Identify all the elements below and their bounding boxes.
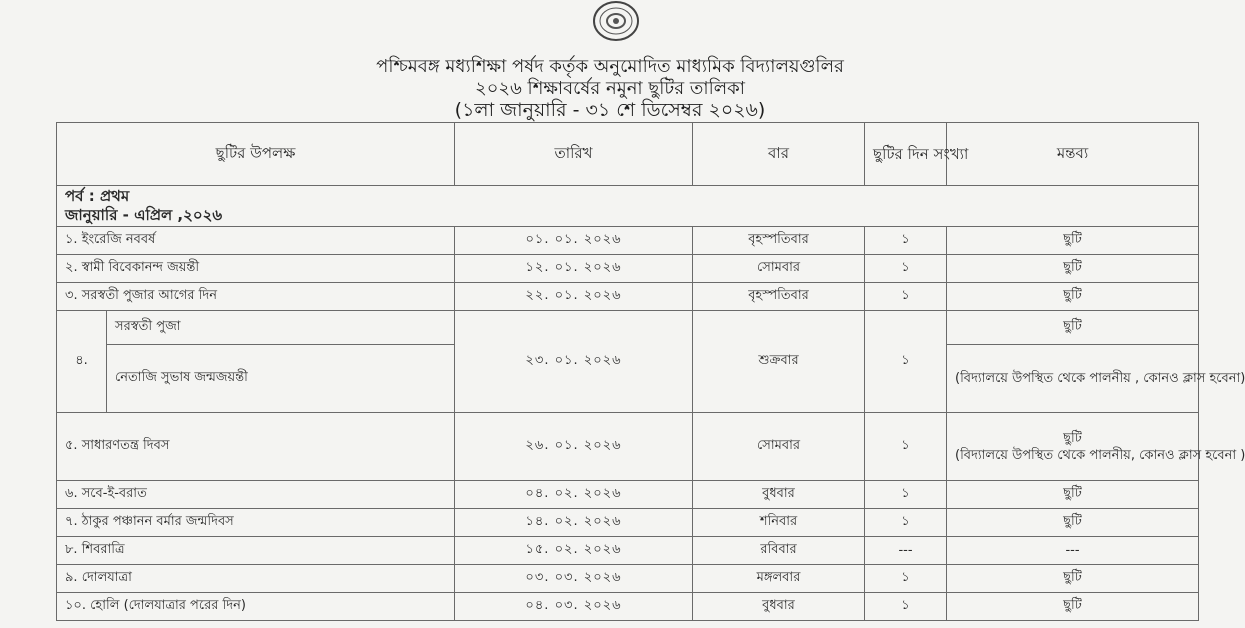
days-cell: ১ xyxy=(865,227,947,255)
date-cell: ০৪. ০৩. ২০২৬ xyxy=(455,593,693,621)
remarks-cell: ছুটি xyxy=(947,481,1199,509)
table-row xyxy=(57,593,1199,621)
occasion-cell: ৩. সরস্বতী পুজার আগের দিন xyxy=(57,283,455,311)
occasion-cell: ৬. সবে-ই-বরাত xyxy=(57,481,455,509)
occasion-cell: সরস্বতী পুজা xyxy=(107,311,455,345)
header-line-1: পশ্চিমবঙ্গ মধ্যশিক্ষা পর্ষদ কর্তৃক অনুমোদিত মাধ্যমিক বিদ্যালয়গুলির xyxy=(376,56,844,77)
date-cell: ০৪. ০২. ২০২৬ xyxy=(455,481,693,509)
weekday-cell: বৃহস্পতিবার xyxy=(693,283,865,311)
weekday-cell: বৃহস্পতিবার xyxy=(693,227,865,255)
date-cell: ১৪. ০২. ২০২৬ xyxy=(455,509,693,537)
table-row xyxy=(57,565,1199,593)
col-header-remarks: মন্তব্য xyxy=(947,123,1199,186)
table-row-5 xyxy=(57,413,1199,481)
date-cell: ২৬. ০১. ২০২৬ xyxy=(455,413,693,481)
date-cell: ২৩. ০১. ২০২৬ xyxy=(455,311,693,413)
date-cell: ১২. ০১. ২০২৬ xyxy=(455,255,693,283)
days-cell: ১ xyxy=(865,481,947,509)
remarks-cell: ছুটি xyxy=(947,593,1199,621)
weekday-cell: বুধবার xyxy=(693,593,865,621)
days-cell: ১ xyxy=(865,509,947,537)
weekday-cell: সোমবার xyxy=(693,255,865,283)
phase-row xyxy=(57,186,1199,227)
header-line-2: ২০২৬ শিক্ষাবর্ষের নমুনা ছুটির তালিকা xyxy=(475,78,745,99)
weekday-cell: শুক্রবার xyxy=(693,311,865,413)
board-seal-logo xyxy=(587,0,645,44)
table-row-4a xyxy=(57,311,1199,345)
weekday-cell: বুধবার xyxy=(693,481,865,509)
weekday-cell: মঙ্গলবার xyxy=(693,565,865,593)
row4-number: ৪. xyxy=(57,311,107,413)
table-row xyxy=(57,509,1199,537)
days-cell: ১ xyxy=(865,311,947,413)
weekday-cell: শনিবার xyxy=(693,509,865,537)
occasion-cell: ২. স্বামী বিবেকানন্দ জয়ন্তী xyxy=(57,255,455,283)
remarks-cell: ছুটি xyxy=(947,565,1199,593)
table-row xyxy=(57,537,1199,565)
phase-period: জানুয়ারি - এপ্রিল ,২০২৬ xyxy=(65,206,223,224)
col-header-days: ছুটির দিন সংখ্যা xyxy=(865,123,947,186)
occasion-cell: ৭. ঠাকুর পঞ্চানন বর্মার জন্মদিবস xyxy=(57,509,455,537)
days-cell: ১ xyxy=(865,593,947,621)
col-header-occasion: ছুটির উপলক্ষ xyxy=(57,123,455,186)
date-cell: ১৫. ০২. ২০২৬ xyxy=(455,537,693,565)
date-cell: ০৩. ০৩. ২০২৬ xyxy=(455,565,693,593)
table-row xyxy=(57,283,1199,311)
weekday-cell: সোমবার xyxy=(693,413,865,481)
remarks-note: (বিদ্যালয়ে উপস্থিত থেকে পালনীয়, কোনও ক্লাস হবেনা ) xyxy=(955,447,1245,463)
table-row xyxy=(57,227,1199,255)
remarks-cell: ছুটি xyxy=(947,283,1199,311)
remarks-cell: ছুটি xyxy=(947,255,1199,283)
days-cell: ১ xyxy=(865,283,947,311)
occasion-cell: ৮. শিবরাত্রি xyxy=(57,537,455,565)
days-cell: ১ xyxy=(865,565,947,593)
col-header-weekday: বার xyxy=(693,123,865,186)
days-cell: ১ xyxy=(865,413,947,481)
occasion-cell: ১. ইংরেজি নববর্ষ xyxy=(57,227,455,255)
weekday-cell: রবিবার xyxy=(693,537,865,565)
remarks-cell: (বিদ্যালয়ে উপস্থিত থেকে পালনীয় , কোনও ক্লাস হবেনা) xyxy=(947,345,1199,413)
table-row xyxy=(57,255,1199,283)
holiday-table xyxy=(56,122,1245,621)
days-cell: --- xyxy=(865,537,947,565)
remarks-cell xyxy=(947,413,1245,481)
col-header-date: তারিখ xyxy=(455,123,693,186)
date-cell: ০১. ০১. ২০২৬ xyxy=(455,227,693,255)
occasion-cell: ৫. সাধারণতন্ত্র দিবস xyxy=(57,413,455,481)
header-line-3: (১লা জানুয়ারি - ৩১ শে ডিসেম্বর ২০২৬) xyxy=(454,99,766,121)
remarks-cell: ছুটি xyxy=(947,509,1199,537)
occasion-cell: নেতাজি সুভাষ জন্মজয়ন্তী xyxy=(107,345,455,413)
remarks-holiday: ছুটি xyxy=(1063,430,1082,446)
date-cell: ২২. ০১. ২০২৬ xyxy=(455,283,693,311)
phase-title: পর্ব : প্রথম xyxy=(65,187,130,205)
remarks-cell: ছুটি xyxy=(947,227,1199,255)
table-header-row xyxy=(57,123,1199,186)
remarks-cell: ছুটি xyxy=(947,311,1199,345)
remarks-cell: --- xyxy=(947,537,1199,565)
table-row xyxy=(57,481,1199,509)
occasion-cell: ৯. দোলযাত্রা xyxy=(57,565,455,593)
days-cell: ১ xyxy=(865,255,947,283)
occasion-cell: ১০. হোলি (দোলযাত্রার পরের দিন) xyxy=(57,593,455,621)
